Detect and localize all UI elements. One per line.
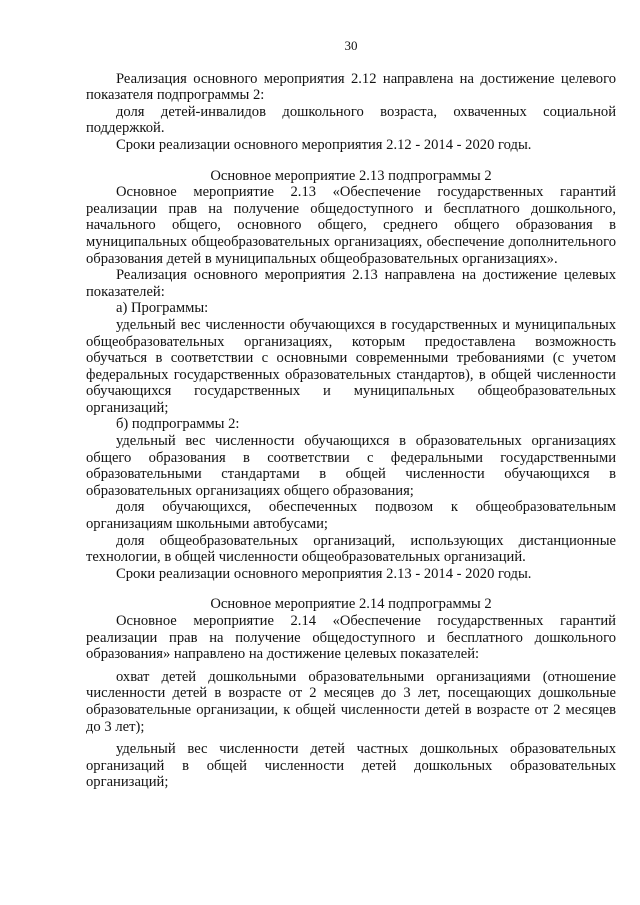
indicator-distance-tech: доля общеобразовательных организаций, использующих дистанционные технологии, в общей численности общеобразовательных организаций. [86,532,616,566]
subprogram-label: б) подпрограммы 2: [116,416,240,433]
measure-2-13-target-intro: Реализация основного мероприятия 2.13 направлена на достижение целевых показателей: [86,267,616,300]
program-label: а) Программы: [116,300,209,317]
measure-2-13-description: Основное мероприятие 2.13 «Обеспечение государственных гарантий реализации прав на получение общедоступного и бесплатного дошкольного, начального общего, основного общего, среднего общего образования в муниципальных общеобразовательных организациях, обеспечение дополнительного образования детей в муниципальных общеобразовательных организациях». [86,184,616,267]
heading-measure-2-13: Основное мероприятие 2.13 подпрограммы 2 [210,167,492,184]
indicator-school-buses: доля обучающихся, обеспеченных подвозом к общеобразовательным организациям школьными автобусами; [86,499,616,533]
document-page [86,38,616,791]
page-number: 30 [344,38,358,53]
indicator-disabled-children: доля детей-инвалидов дошкольного возраста, охваченных социальной поддержкой. [86,103,616,137]
indicator-private-preschool: удельный вес численности детей частных дошкольных образовательных организаций в общей численности детей дошкольных образовательных организаций; [86,741,616,791]
heading-measure-2-14: Основное мероприятие 2.14 подпрограммы 2 [210,596,492,613]
deadline-2-12: Сроки реализации основного мероприятия 2.12 - 2014 - 2020 годы. [116,136,532,153]
deadline-2-13: Сроки реализации основного мероприятия 2.13 - 2014 - 2020 годы. [116,565,532,582]
measure-2-14-description: Основное мероприятие 2.14 «Обеспечение государственных гарантий реализации прав на получение общедоступного и бесплатного дошкольного образования» направлено на достижение целевых показателей: [86,613,616,663]
indicator-modern-requirements: удельный вес численности обучающихся в государственных и муниципальных общеобразовательных организациях, которым предоставлена возможность обучаться в соответствии с основными современными требованиями (с учетом федеральных государственных образовательных стандартов), в общей численности обучающихся государственных и муниципальных общеобразовательных организаций; [86,316,616,416]
indicator-preschool-coverage: охват детей дошкольными образовательными организациями (отношение численности детей в возрасте от 2 месяцев до 3 лет, посещающих дошкольные образовательные организации, к общей численности детей в возрасте от 2 месяцев до 3 лет); [86,668,616,735]
paragraph-2-12-target: Реализация основного мероприятия 2.12 направлена на достижение целевого показателя подпрограммы 2: [86,70,616,104]
indicator-fgos-students: удельный вес численности обучающихся в образовательных организациях общего образования в соответствии с федеральными государственными образовательными стандартами в общей численности обучающихся в образовательных организациях общего образования; [86,433,616,499]
